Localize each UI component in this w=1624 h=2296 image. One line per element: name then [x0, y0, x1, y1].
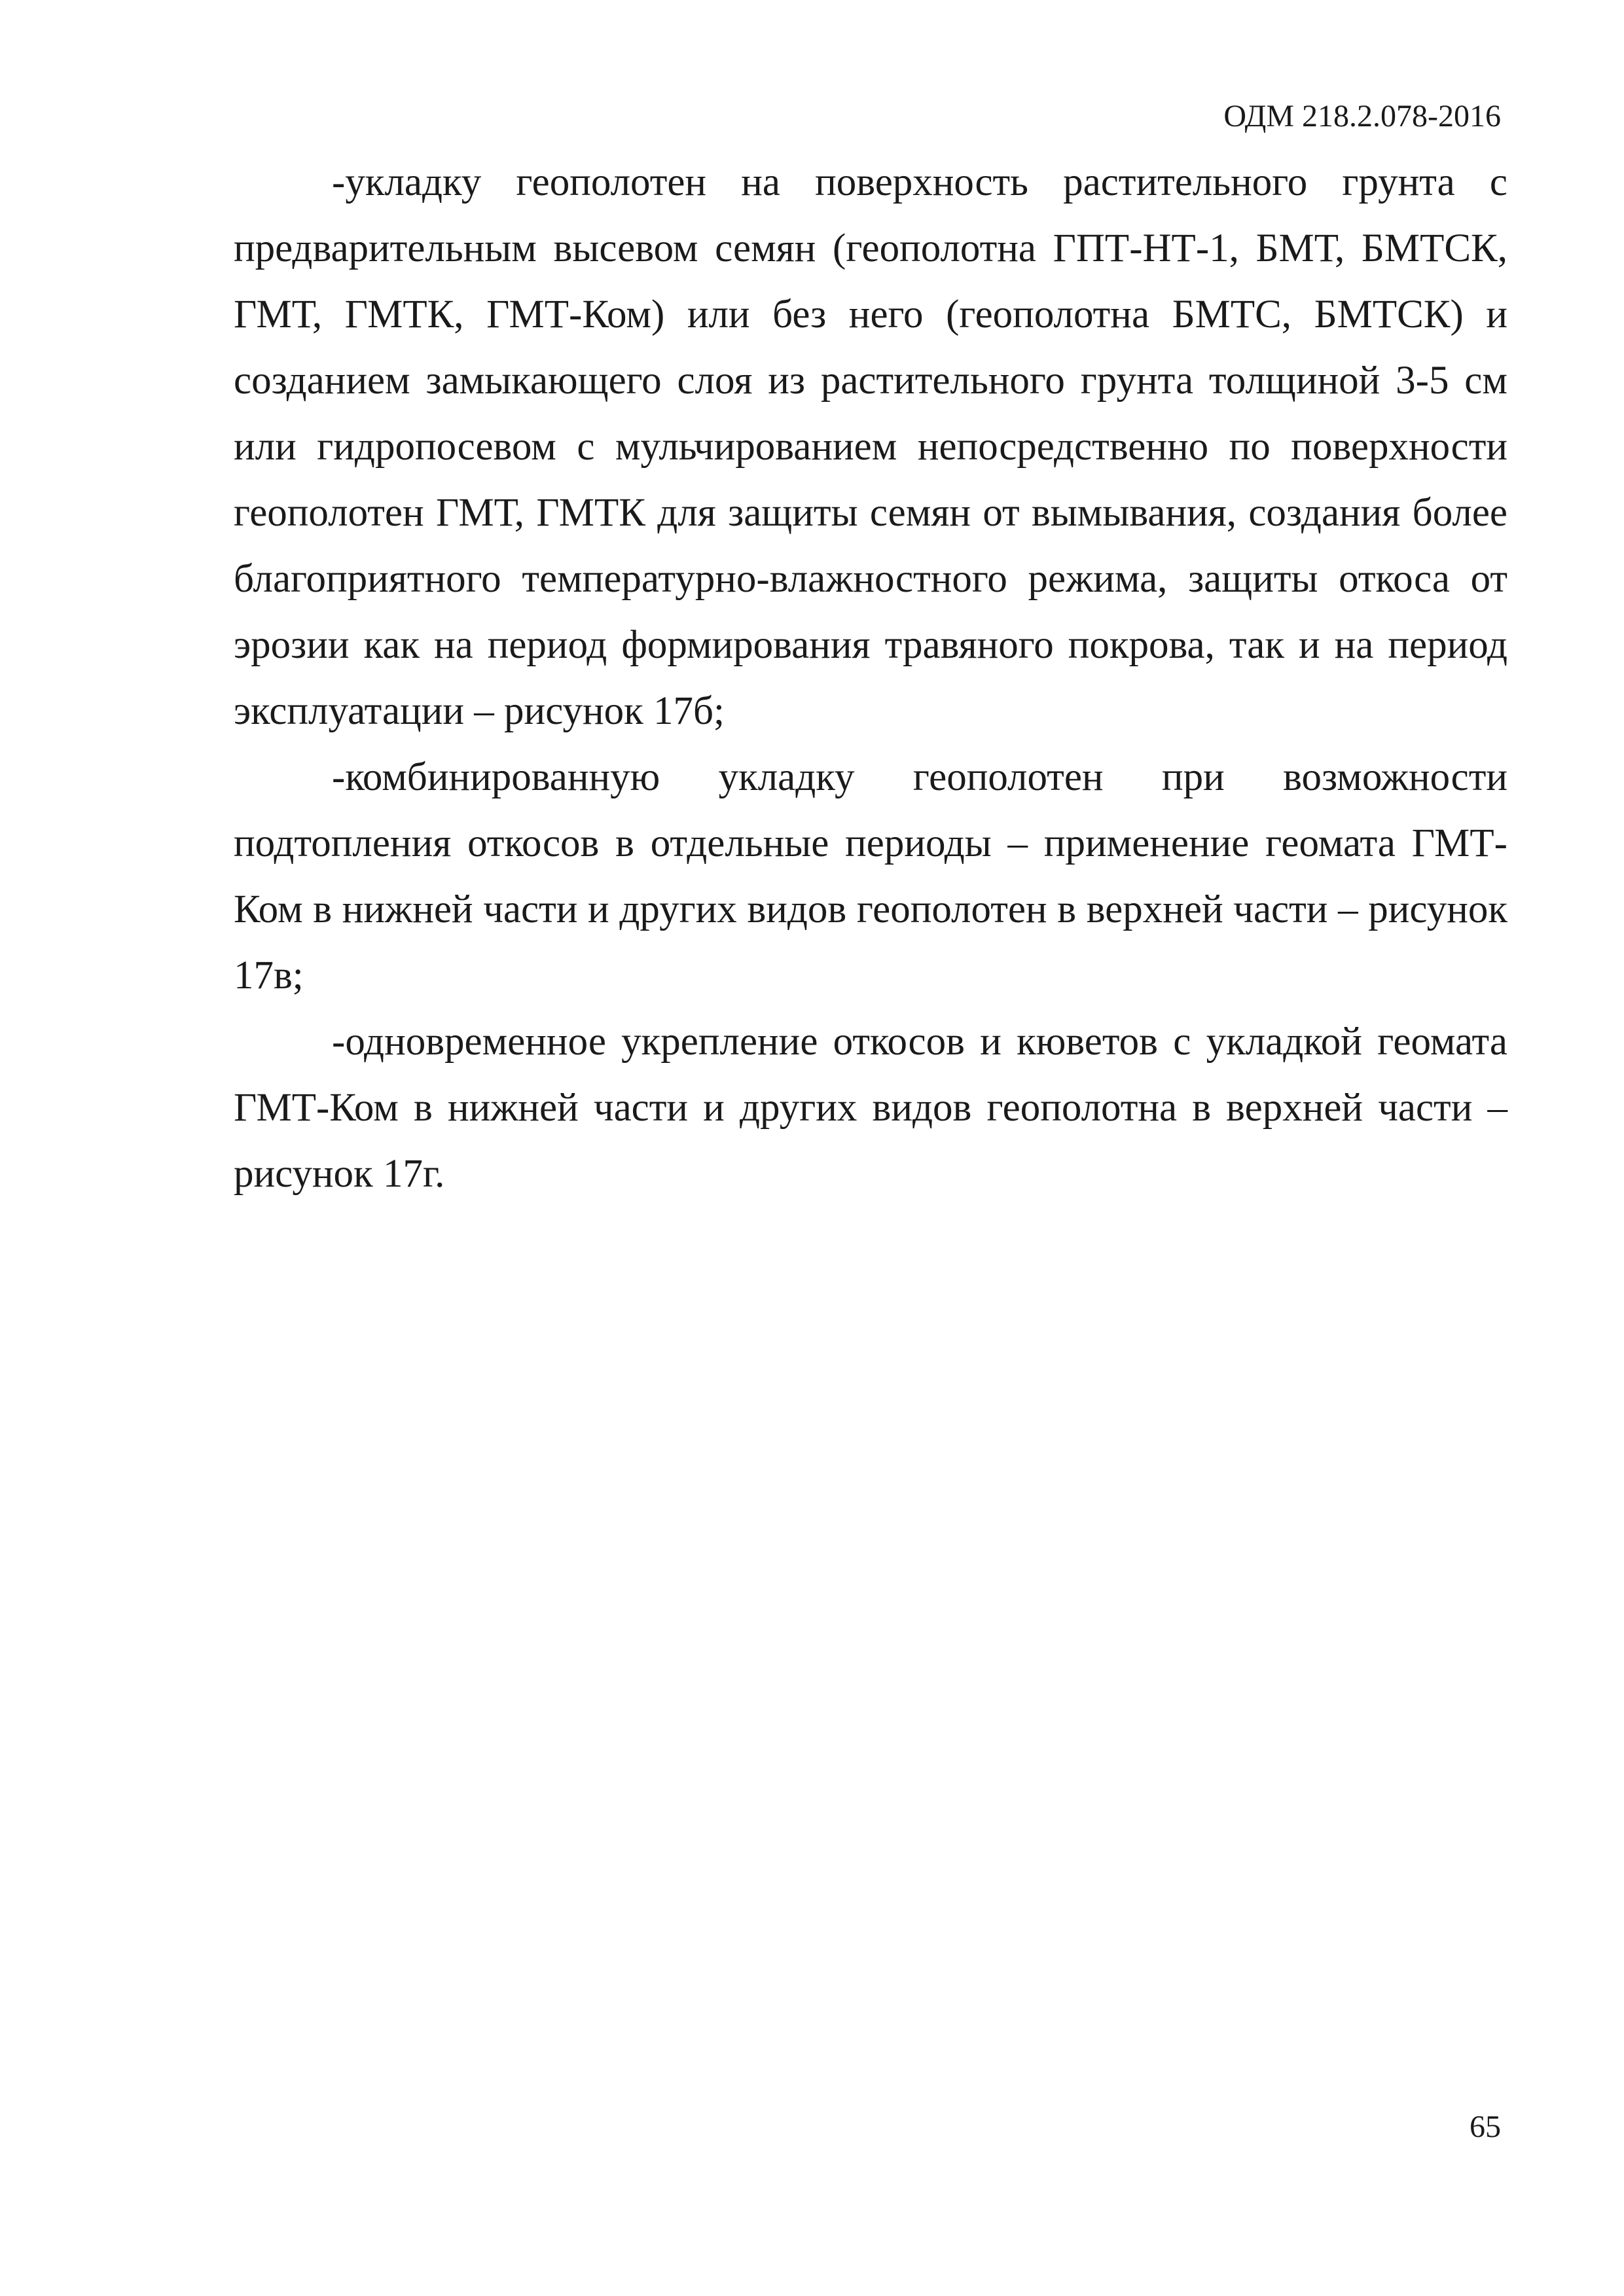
document-code: ОДМ 218.2.078-2016	[1223, 99, 1501, 134]
paragraph-combined-laying: -комбинированную укладку геополотен при возможности подтопления откосов в отдельные периоды – применение геомата ГМТ-Ком в нижней части и других видов геополотен в верхней части – рисунок 17в;	[234, 755, 1507, 997]
body-text	[234, 149, 1507, 1207]
page-number: 65	[1470, 2109, 1501, 2144]
paragraph-simultaneous-reinforcement: -одновременное укрепление откосов и кюветов с укладкой геомата ГМТ-Ком в нижней части и других видов геополотна в верхней части – рисунок 17г.	[234, 1020, 1507, 1196]
paragraph-laying-on-soil: -укладку геополотен на поверхность растительного грунта с предварительным высевом семян (геополотна ГПТ-НТ-1, БМТ, БМТСК, ГМТ, ГМТК, ГМТ-Ком) или без него (геополотна БМТС, БМТСК) и созданием замыкающего слоя из растительного грунта толщиной 3-5 см или гидропосевом с мульчированием непосредственно по поверхности геополотен ГМТ, ГМТК для защиты семян от вымывания, создания более благоприятного температурно-влажностного режима, защиты откоса от эрозии как на период формирования травяного покрова, так и на период эксплуатации – рисунок 17б;	[234, 160, 1507, 733]
